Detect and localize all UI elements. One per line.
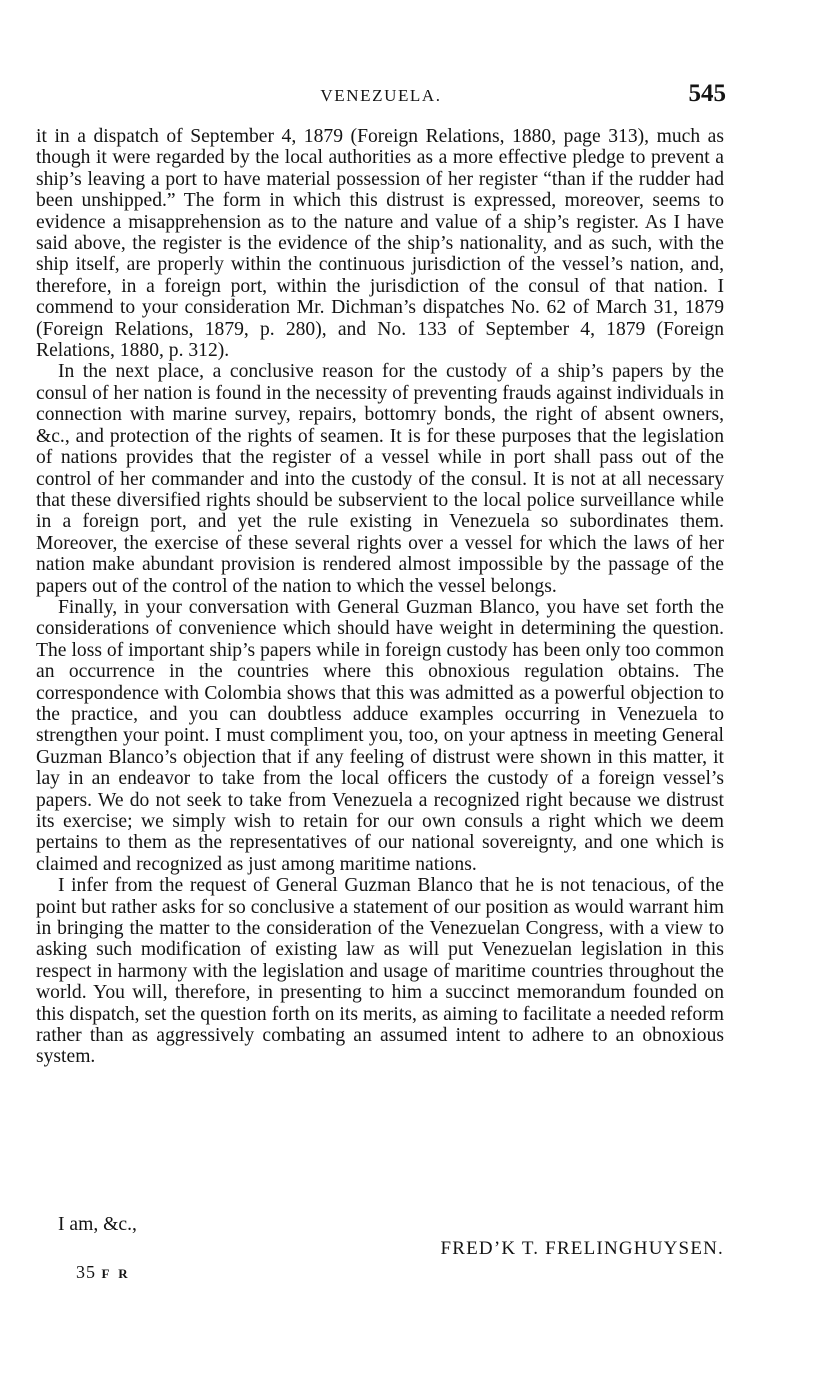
paragraph: Finally, in your conversation with General Guzman Blanco, you have set forth the considerations of convenience which should have weight in determining the question. The loss of important ship’s papers while in foreign custody has been only too common an occurrence in the countries where this obnoxious regulation obtains. The correspondence with Colombia shows that this was admitted as a powerful objection to the practice, and you can doubtless adduce examples occurring in Venezuela to strengthen your point. I must compliment you, too, on your aptness in meeting General Guzman Blanco’s objection that if any feeling of distrust were shown in this matter, it lay in an endeavor to take from the local officers the custody of a foreign vessel’s papers. We do not seek to take from Venezuela a recognized right because we distrust its exercise; we simply wish to retain for our own consuls a right which we deem pertains to them as the representatives of our national sovereignty, and one which is claimed and recognized as just among maritime nations. (36, 596, 724, 875)
letter-closing (36, 1214, 724, 1304)
signature: FRED’K T. FRELINGHUYSEN. (440, 1238, 724, 1259)
signature-mark-number: 35 (76, 1262, 96, 1282)
signature-mark (76, 1262, 131, 1283)
paragraph: In the next place, a conclusive reason for the custody of a ship’s papers by the consul of her nation is found in the necessity of preventing frauds against individuals in connection with marine survey, repairs, bottomry bonds, the right of absent owners, &c., and protection of the rights of seamen. It is for these purposes that the legislation of nations provides that the register of a vessel while in port shall pass out of the control of her commander and into the custody of the consul. It is not at all necessary that these diversified rights should be subservient to the local police surveillance while in a foreign port, and yet the rule existing in Venezuela so subordinates them. Moreover, the exercise of these several rights over a vessel for which the laws of her nation make abundant provision is rendered almost impossible by the passage of the papers out of the control of the nation to which the vessel belongs. (36, 361, 724, 597)
paragraph: it in a dispatch of September 4, 1879 (Foreign Relations, 1880, page 313), much as though it were regarded by the local authorities as a more effective pledge to prevent a ship’s leaving a port to have material possession of her register “than if the rudder had been unshipped.” The form in which this distrust is expressed, moreover, seems to evidence a misapprehension as to the nature and value of a ship’s register. As I have said above, the register is the evidence of the ship’s nationality, and as such, with the ship itself, are properly within the continuous jurisdiction of the vessel’s nation, and, therefore, in a foreign port, within the jurisdiction of the consul of that nation. I commend to your consideration Mr. Dichman’s dispatches No. 62 of March 31, 1879 (Foreign Relations, 1879, p. 280), and No. 133 of September 4, 1879 (Foreign Relations, 1880, p. 312). (36, 126, 724, 362)
body-text (36, 126, 724, 1068)
running-title: VENEZUELA. (320, 86, 442, 105)
page-number: 545 (688, 80, 726, 107)
paragraph: I infer from the request of General Guzman Blanco that he is not tenacious, of the point but rather asks for so conclusive a statement of our position as would warrant him in bringing the matter to the consideration of the Venezuelan Congress, with a view to asking such modification of existing law as will put Venezuelan legislation in this respect in harmony with the legislation and usage of maritime countries throughout the world. You will, therefore, in presenting to him a succinct memorandum founded on this dispatch, set the question forth on its merits, as aiming to facilitate a needed reform rather than as aggressively combating an assumed intent to adhere to an obnoxious system. (36, 875, 724, 1068)
page-header (36, 80, 726, 114)
signature-mark-code: F R (101, 1266, 131, 1281)
salutation: I am, &c., (58, 1214, 137, 1235)
